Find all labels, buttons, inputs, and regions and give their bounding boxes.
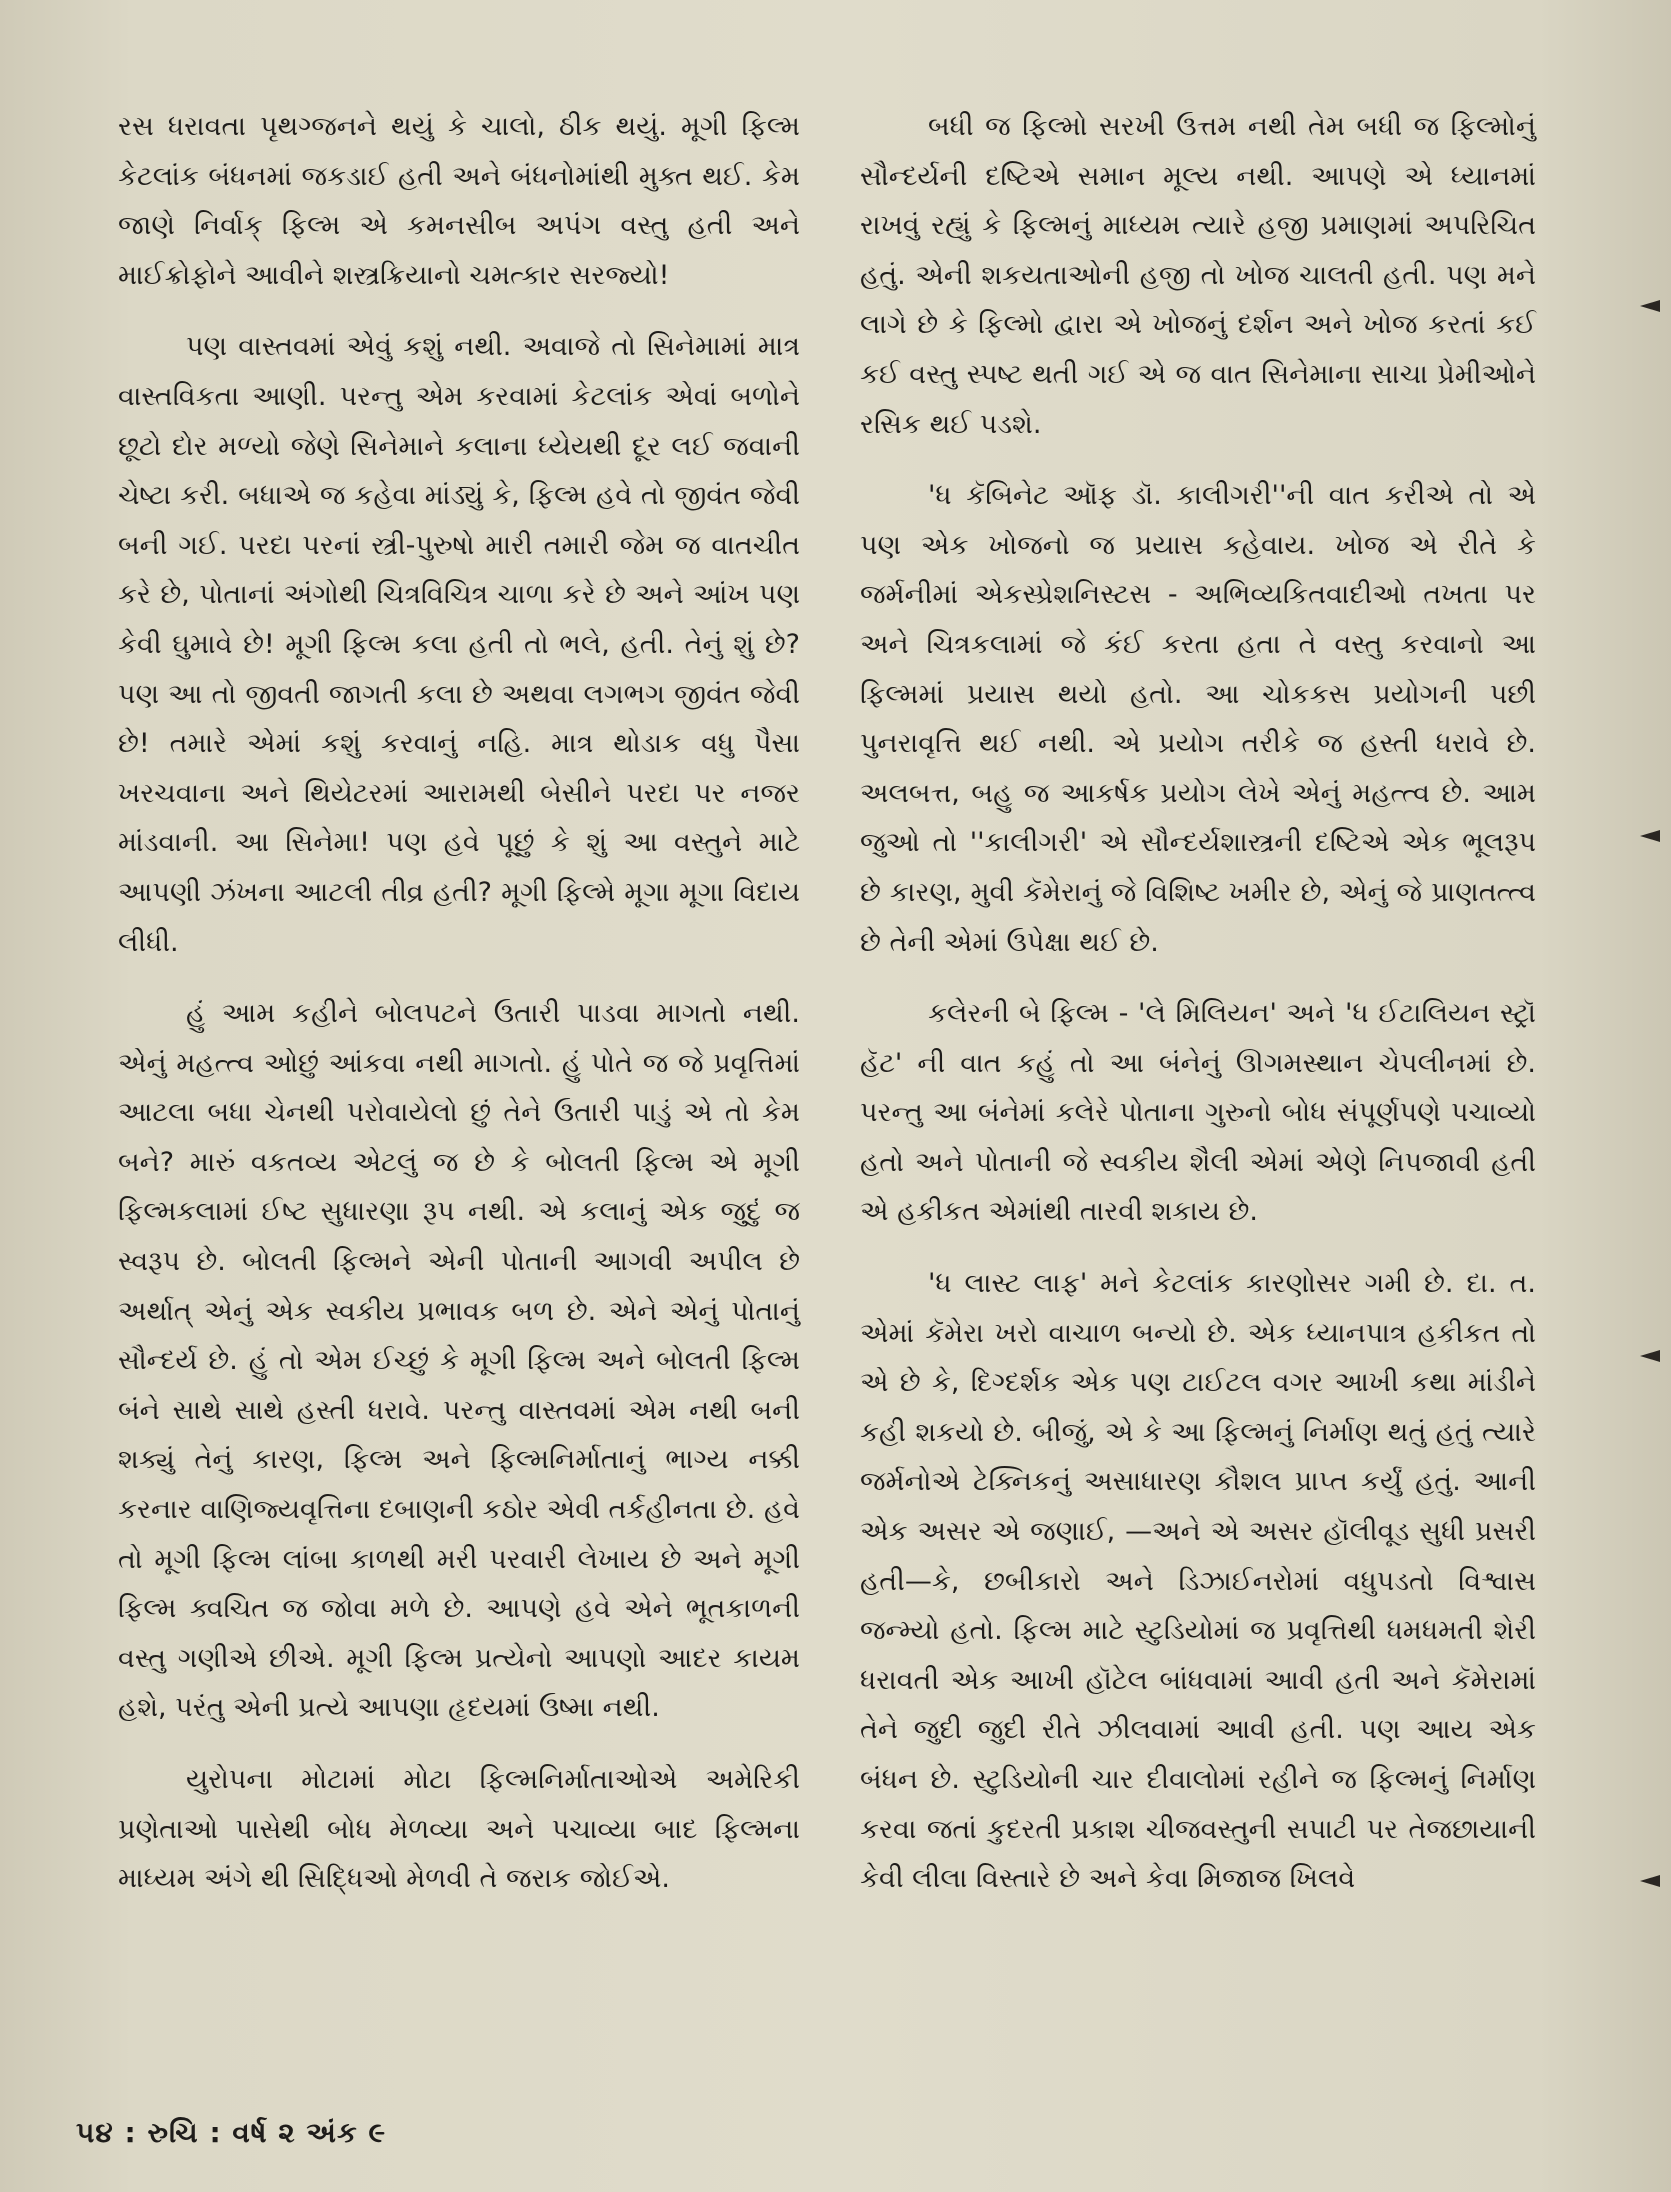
page-footer: ૫૪ : રુચિ : વર્ષ ૨ અંક ૯	[76, 2116, 387, 2149]
binding-mark	[1640, 830, 1660, 842]
binding-mark	[1640, 1350, 1660, 1362]
paragraph: પણ વાસ્તવમાં એવું કશું નથી. અવાજે તો સિનેમામાં માત્ર વાસ્તવિકતા આણી. પરન્તુ એમ કરવામાં કેટલાંક એવાં બળોને છૂટો દોર મળ્યો જેણે સિનેમાને કલાના ધ્યેયથી દૂર લઈ જવાની ચેષ્ટા કરી. બધાએ જ કહેવા માંડ્યું કે, ફિલ્મ હવે તો જીવંત જેવી બની ગઈ. પરદા પરનાં સ્ત્રી-પુરુષો મારી તમારી જેમ જ વાતચીત કરે છે, પોતાનાં અંગોથી ચિત્રવિચિત્ર ચાળા કરે છે અને આંખ પણ કેવી ઘુમાવે છે! મૂગી ફિલ્મ કલા હતી તો ભલે, હતી. તેનું શું છે? પણ આ તો જીવતી જાગતી કલા છે અથવા લગભગ જીવંત જેવી છે! તમારે એમાં કશું કરવાનું નહિ. માત્ર થોડાક વધુ પૈસા ખરચવાના અને થિયેટરમાં આરામથી બેસીને પરદા પર નજર માંડવાની. આ સિનેમા! પણ હવે પૂછું કે શું આ વસ્તુને માટે આપણી ઝંખના આટલી તીવ્ર હતી? મૂગી ફિલ્મે મૂગા મૂગા વિદાય લીધી.	[118, 331, 800, 958]
paragraph: 'ધ કૅબિનેટ ઑફ ડૉ. કાલીગરી''ની વાત કરીએ તો એ પણ એક ખોજનો જ પ્રયાસ કહેવાય. ખોજ એ રીતે કે જર્મનીમાં એકસ્પ્રેશનિસ્ટસ - અભિવ્યકિતવાદીઓ તખતા પર અને ચિત્રકલામાં જે કંઈ કરતા હતા તે વસ્તુ કરવાનો આ ફિલ્મમાં પ્રયાસ થયો હતો. આ ચોકકસ પ્રયોગની પછી પુનરાવૃત્તિ થઈ નથી. એ પ્રયોગ તરીકે જ હસ્તી ધરાવે છે. અલબત્ત, બહુ જ આકર્ષક પ્રયોગ લેખે એનું મહત્ત્વ છે. આમ જુઓ તો ''કાલીગરી' એ સૌન્દર્યશાસ્ત્રની દષ્ટિએ એક ભૂલરૂપ છે કારણ, મુવી કૅમેરાનું જે વિશિષ્ટ ખમીર છે, એનું જે પ્રાણતત્ત્વ છે તેની એમાં ઉપેક્ષા થઈ છે.	[860, 480, 1536, 958]
binding-mark	[1640, 1875, 1660, 1887]
paragraph: રસ ધરાવતા પૃથગ્જનને થયું કે ચાલો, ઠીક થયું. મૂગી ફિલ્મ કેટલાંક બંધનમાં જકડાઈ હતી અને બંધનોમાંથી મુક્ત થઈ. કેમ જાણે નિર્વાક્ ફિલ્મ એ કમનસીબ અપંગ વસ્તુ હતી અને માઈક્રોફોને આવીને શસ્ત્રક્રિયાનો ચમત્કાર સરજ્યો!	[118, 111, 800, 291]
paragraph: કલેરની બે ફિલ્મ - 'લે મિલિયન' અને 'ધ ઈટાલિયન સ્ટ્રૉ હૅટ' ની વાત કહું તો આ બંનેનું ઊગમસ્થાન ચેપલીનમાં છે. પરન્તુ આ બંનેમાં કલેરે પોતાના ગુરુનો બોધ સંપૂર્ણપણે પચાવ્યો હતો અને પોતાની જે સ્વકીય શૈલી એમાં એણે નિપજાવી હતી એ હકીકત એમાંથી તારવી શકાય છે.	[860, 998, 1536, 1228]
left-column	[118, 102, 800, 1926]
paragraph: હું આમ કહીને બોલપટને ઉતારી પાડવા માગતો નથી. એનું મહત્ત્વ ઓછું આંકવા નથી માગતો. હું પોતે જ જે પ્રવૃત્તિમાં આટલા બધા ચેનથી પરોવાયેલો છું તેને ઉતારી પાડું એ તો કેમ બને? મારું વકતવ્ય એટલું જ છે કે બોલતી ફિલ્મ એ મૂગી ફિલ્મકલામાં ઈષ્ટ સુધારણા રૂપ નથી. એ કલાનું એક જુદું જ સ્વરૂપ છે. બોલતી ફિલ્મને એની પોતાની આગવી અપીલ છે અર્થાત્ એનું એક સ્વકીય પ્રભાવક બળ છે. એને એનું પોતાનું સૌન્દર્ય છે. હું તો એમ ઈચ્છું કે મૂગી ફિલ્મ અને બોલતી ફિલ્મ બંને સાથે સાથે હસ્તી ધરાવે. પરન્તુ વાસ્તવમાં એમ નથી બની શક્યું તેનું કારણ, ફિલ્મ અને ફિલ્મનિર્માતાનું ભાગ્ય નક્કી કરનાર વાણિજ્યવૃત્તિના દબાણની કઠોર એવી તર્કહીનતા છે. હવે તો મૂગી ફિલ્મ લાંબા કાળથી મરી પરવારી લેખાય છે અને મૂગી ફિલ્મ ક્વચિત જ જોવા મળે છે. આપણે હવે એને ભૂતકાળની વસ્તુ ગણીએ છીએ. મૂગી ફિલ્મ પ્રત્યેનો આપણો આદર કાયમ હશે, પરંતુ એની પ્રત્યે આપણા હૃદયમાં ઉષ્મા નથી.	[118, 998, 800, 1724]
paragraph: 'ધ લાસ્ટ લાફ' મને કેટલાંક કારણોસર ગમી છે. દા. ત. એમાં કૅમેરા ખરો વાચાળ બન્યો છે. એક ધ્યાનપાત્ર હકીકત તો એ છે કે, દિગ્દર્શક એક પણ ટાઈટલ વગર આખી કથા માંડીને કહી શકયો છે. બીજું, એ કે આ ફિલ્મનું નિર્માણ થતું હતું ત્યારે જર્મનોએ ટેક્નિકનું અસાધારણ કૌશલ પ્રાપ્ત કર્યું હતું. આની એક અસર એ જણાઈ, —અને એ અસર હૉલીવૂડ સુધી પ્રસરી હતી—કે, છબીકારો અને ડિઝાઈનરોમાં વધુપડતો વિશ્વાસ જન્મ્યો હતો. ફિલ્મ માટે સ્ટુડિયોમાં જ પ્રવૃત્તિથી ધમધમતી શેરી ધરાવતી એક આખી હૉટેલ બાંધવામાં આવી હતી અને કૅમેરામાં તેને જુદી જુદી રીતે ઝીલવામાં આવી હતી. પણ આય એક બંધન છે. સ્ટુડિયોની ચાર દીવાલોમાં રહીને જ ફિલ્મનું નિર્માણ કરવા જતાં કુદરતી પ્રકાશ ચીજવસ્તુની સપાટી પર તેજછાયાની કેવી લીલા વિસ્તારે છે અને કેવા મિજાજ ખિલવે	[860, 1268, 1536, 1895]
paragraph: યુરોપના મોટામાં મોટા ફિલ્મનિર્માતાઓએ અમેરિકી પ્રણેતાઓ પાસેથી બોધ મેળવ્યા અને પચાવ્યા બાદ ફિલ્મના માધ્યમ અંગે થી સિદ્ધિઓ મેળવી તે જરાક જોઈએ.	[118, 1764, 800, 1895]
binding-mark	[1640, 300, 1660, 312]
paragraph: બધી જ ફિલ્મો સરખી ઉત્તમ નથી તેમ બધી જ ફિલ્મોનું સૌન્દર્યની દષ્ટિએ સમાન મૂલ્ય નથી. આપણે એ ધ્યાનમાં રાખવું રહ્યું કે ફિલ્મનું માધ્યમ ત્યારે હજી પ્રમાણમાં અપરિચિત હતું. એની શકયતાઓની હજી તો ખોજ ચાલતી હતી. પણ મને લાગે છે કે ફિલ્મો દ્વારા એ ખોજનું દર્શન અને ખોજ કરતાં કઈ કઈ વસ્તુ સ્પષ્ટ થતી ગઈ એ જ વાત સિનેમાના સાચા પ્રેમીઓને રસિક થઈ પડશે.	[860, 111, 1536, 440]
right-column	[860, 102, 1536, 1926]
